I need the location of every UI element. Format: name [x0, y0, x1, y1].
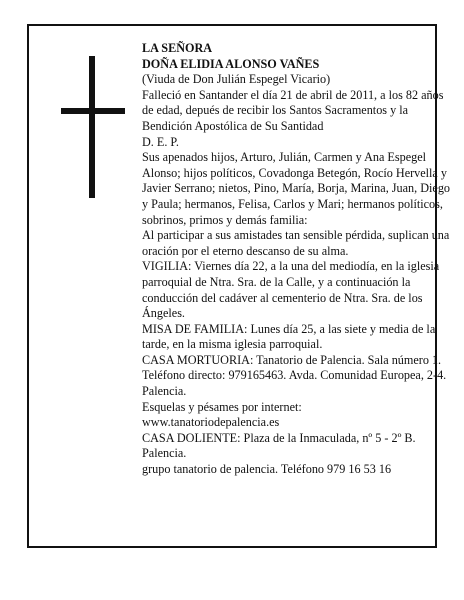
funeral-home-paragraph: CASA MORTUORIA: Tanatorio de Palencia. Sala número 1. Teléfono directo: 979165463. Avda. Comunidad Europea, 2-4. Palencia. — [142, 352, 447, 399]
title-line-1: LA SEÑORA — [142, 41, 213, 55]
title-line-2: DOÑA ELIDIA ALONSO VAÑES — [142, 56, 320, 71]
cross-horizontal-bar — [61, 108, 125, 114]
family-mass-paragraph: MISA DE FAMILIA: Lunes día 25, a las siete y media de la tarde, en la misma iglesia parroquial. — [142, 321, 436, 352]
widow-of-line: (Viuda de Don Julián Espegel Vicario) — [142, 72, 331, 87]
cross-icon — [61, 56, 125, 198]
obituary-text — [142, 41, 454, 478]
group-phone-line: grupo tanatorio de palencia. Teléfono 979 16 53 16 — [142, 462, 392, 477]
online-condolences-label: Esquelas y pésames por internet: — [142, 399, 302, 414]
obituary-notice — [27, 24, 451, 548]
website-link: www.tanatoriodepalencia.es — [142, 415, 280, 430]
family-paragraph: Sus apenados hijos, Arturo, Julián, Carmen y Ana Espegel Alonso; hijos políticos, Covadonga Betegón, Rocío Hervella y Javier Serrano; nietos, Pino, María, Borja, Marina, Juan, Diego y Paula; hermanos, Felisa, Carlos y Mari; hermanos políticos, sobrinos, primos y demás familia: — [142, 150, 451, 227]
cross-vertical-bar — [89, 56, 95, 198]
rip-line: D. E. P. — [142, 134, 179, 149]
mourning-house-paragraph: CASA DOLIENTE: Plaza de la Inmaculada, nº 5 - 2º B. Palencia. — [142, 430, 416, 461]
request-paragraph: Al participar a sus amistades tan sensible pérdida, suplican una oración por el eterno descanso de su alma. — [142, 228, 450, 258]
vigil-paragraph: VIGILIA: Viernes día 22, a la una del mediodía, en la iglesia parroquial de Ntra. Sra. de la Calle, y a continuación la conducción del cadáver al cementerio de Ntra. Sra. de los Ángeles. — [142, 259, 440, 321]
death-paragraph: Falleció en Santander el día 21 de abril de 2011, a los 82 años de edad, depués de recibir los Santos Sacramentos y la Bendición Apostólica de Su Santidad — [142, 87, 444, 133]
